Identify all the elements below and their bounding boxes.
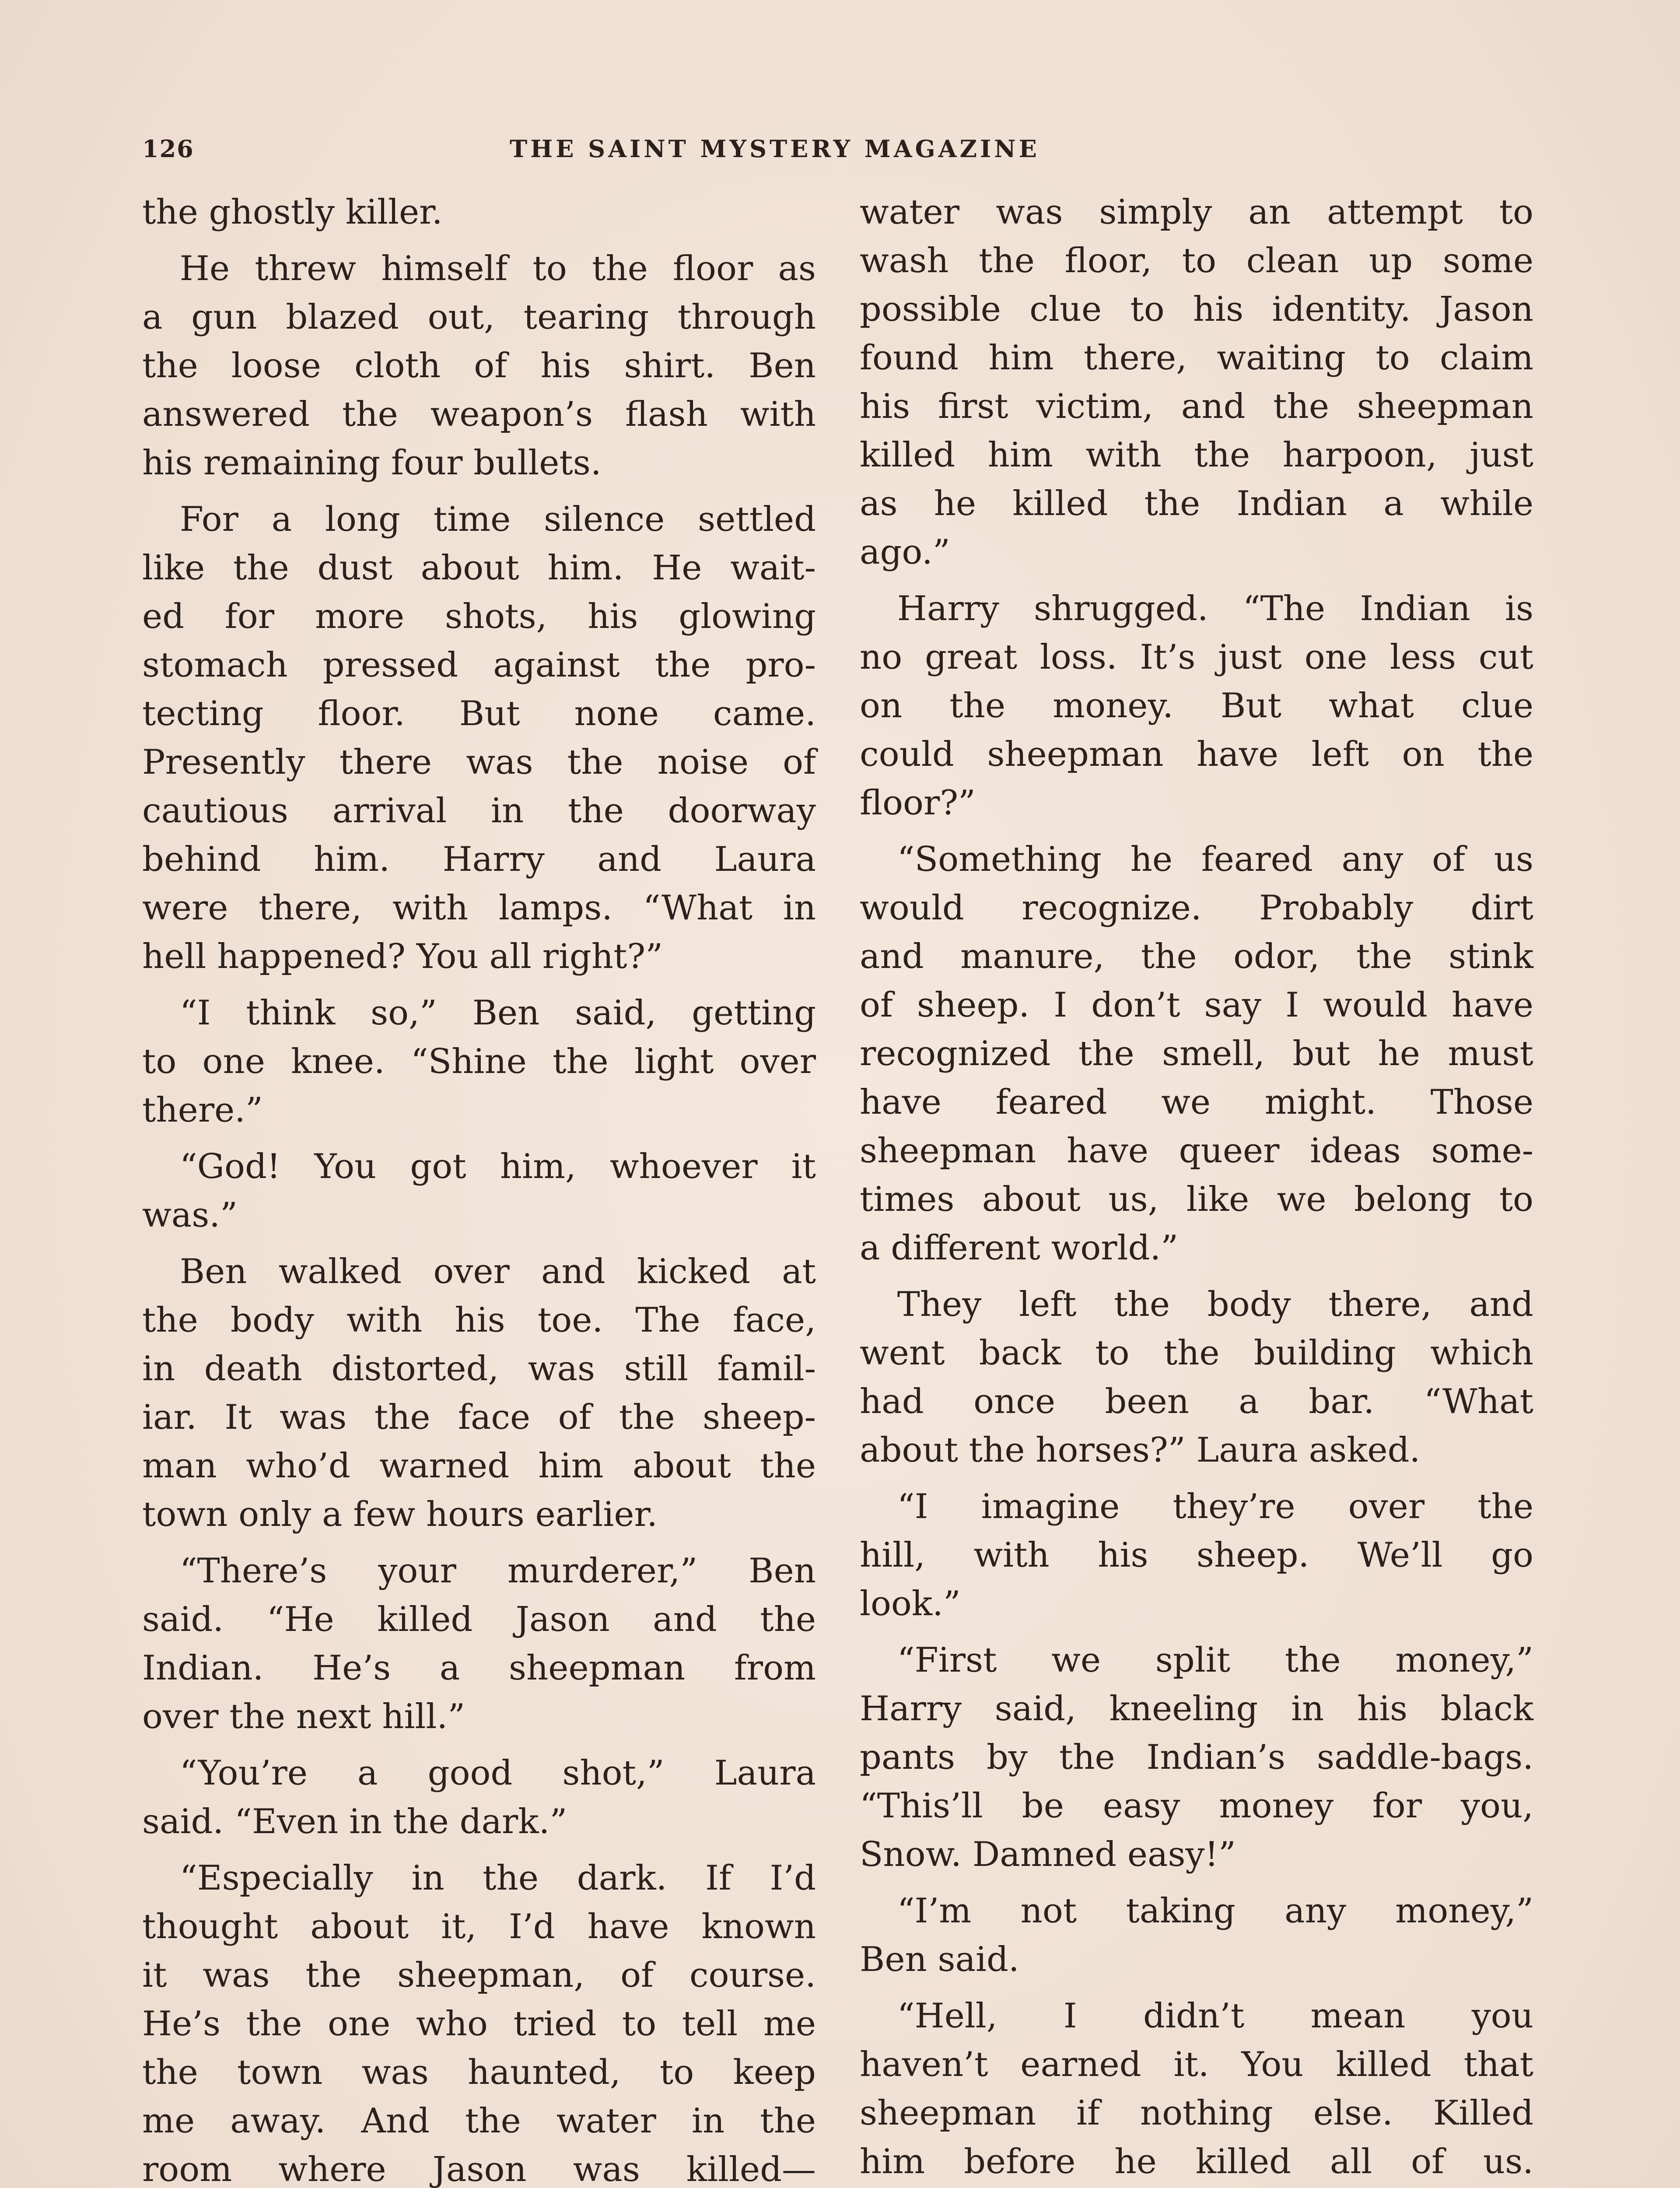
text-line: Ben said. (860, 1940, 1019, 1979)
text-line: Snow. Damned easy!” (860, 1835, 1236, 1874)
text-line: hill, with his sheep. We’ll go (860, 1536, 1533, 1575)
text-line: They left the body there, and (897, 1285, 1533, 1324)
text-line: “You’re a good shot,” Laura (179, 1753, 816, 1793)
text-line: his remaining four bullets. (142, 443, 602, 483)
text-line: the loose cloth of his shirt. Ben (142, 346, 816, 386)
text-line: ed for more shots, his glowing (142, 597, 816, 636)
text-line (860, 2186, 1533, 2188)
text-line: “Especially in the dark. If I’d (179, 1858, 816, 1898)
text-line: “God! You got him, whoever it (179, 1147, 816, 1186)
text-line: “This’ll be easy money for you, (860, 1786, 1533, 1826)
paragraph (860, 1636, 1533, 1879)
text-line: answered the weapon’s flash with (142, 395, 816, 434)
text-line: floor?” (860, 783, 976, 823)
text-line: said. “He killed Jason and the (142, 1600, 816, 1639)
text-line: the town was haunted, to keep (142, 2053, 816, 2092)
text-line: had once been a bar. “What (860, 1382, 1533, 1421)
text-line: of sheep. I don’t say I would have (860, 985, 1533, 1025)
text-line: recognized the smell, but he must (860, 1034, 1533, 1073)
text-line: cautious arrival in the doorway (142, 791, 816, 831)
text-line: stomach pressed against the pro- (142, 645, 816, 685)
text-line: “Hell, I didn’t mean you (897, 1996, 1533, 2036)
text-line: He’s the one who tried to tell me (142, 2004, 816, 2044)
paragraph (142, 1143, 816, 1240)
text-line: tecting floor. But none came. (142, 694, 816, 733)
text-line: man who’d warned him about the (142, 1446, 816, 1486)
text-line: like the dust about him. He wait- (142, 548, 816, 588)
paragraph (860, 1483, 1533, 1628)
text-line: his first victim, and the sheepman (860, 387, 1533, 426)
text-line: iar. It was the face of the sheep- (142, 1398, 816, 1437)
paragraph (142, 1547, 816, 1741)
text-line: behind him. Harry and Laura (142, 840, 816, 879)
text-line: about the horses?” Laura asked. (860, 1431, 1421, 1470)
text-line: “First we split the money,” (897, 1641, 1533, 1680)
text-line: said. “Even in the dark.” (142, 1802, 567, 1841)
text-line: hell happened? You all right?” (142, 937, 663, 976)
text-line: was.” (142, 1196, 238, 1235)
text-line: in death distorted, was still famil- (142, 1349, 816, 1389)
paragraph (860, 1992, 1533, 2188)
text-line: it was the sheepman, of course. (142, 1956, 816, 1995)
text-line: For a long time silence settled (179, 500, 816, 539)
text-line: could sheepman have left on the (860, 735, 1533, 774)
text-line: Harry shrugged. “The Indian is (897, 589, 1533, 628)
text-line: found him there, waiting to claim (860, 338, 1533, 378)
text-line: possible clue to his identity. Jason (860, 290, 1533, 329)
text-line: the ghostly killer. (142, 193, 443, 232)
text-line: have feared we might. Those (860, 1083, 1533, 1122)
paragraph (142, 1248, 816, 1539)
text-line: me away. And the water in the (142, 2101, 816, 2141)
text-line: sheepman have queer ideas some- (860, 1131, 1533, 1171)
text-line: room where Jason was killed— (142, 2150, 816, 2188)
right-column (860, 188, 1533, 2188)
text-line: a different world.” (860, 1228, 1179, 1268)
text-line: there.” (142, 1090, 263, 1130)
paragraph (142, 495, 816, 981)
text-line: “Something he feared any of us (897, 840, 1533, 879)
text-line: “I imagine they’re over the (897, 1487, 1533, 1526)
paragraph (142, 1854, 816, 2188)
text-line: Ben walked over and kicked at (179, 1252, 816, 1291)
text-line: look.” (860, 1584, 961, 1623)
text-line: pants by the Indian’s saddle-bags. (860, 1738, 1533, 1777)
text-line: He threw himself to the floor as (179, 249, 816, 288)
text-line: went back to the building which (860, 1333, 1533, 1373)
text-line: water was simply an attempt to (860, 193, 1533, 232)
paragraph (860, 1280, 1533, 1475)
left-column (142, 188, 816, 2188)
page-header (142, 135, 1218, 170)
text-line: “I’m not taking any money,” (897, 1891, 1533, 1931)
text-line: a gun blazed out, tearing through (142, 298, 816, 337)
text-line: killed him with the harpoon, just (860, 435, 1533, 475)
text-line: would recognize. Probably dirt (860, 888, 1533, 928)
running-title: THE SAINT MYSTERY MAGAZINE (510, 135, 1040, 163)
text-line: “There’s your murderer,” Ben (179, 1551, 816, 1591)
text-line: as he killed the Indian a while (860, 484, 1533, 523)
paragraph (860, 1887, 1533, 1984)
paragraph (142, 989, 816, 1135)
text-line: sheepman if nothing else. Killed (860, 2093, 1533, 2133)
text-line: the body with his toe. The face, (142, 1301, 816, 1340)
text-line: “I think so,” Ben said, getting (179, 993, 816, 1033)
text-line: haven’t earned it. You killed that (860, 2045, 1533, 2084)
text-line: were there, with lamps. “What in (142, 888, 816, 928)
text-line: and manure, the odor, the stink (860, 937, 1533, 976)
text-line: him before he killed all of us. (860, 2142, 1533, 2181)
page-number: 126 (142, 135, 194, 163)
text-line: Indian. He’s a sheepman from (142, 1648, 816, 1688)
paragraph (860, 835, 1533, 1273)
text-line: ago.” (860, 533, 950, 572)
text-line: to one knee. “Shine the light over (142, 1042, 816, 1081)
paragraph (142, 188, 816, 237)
paragraph (142, 1749, 816, 1846)
text-line: thought about it, I’d have known (142, 1907, 816, 1946)
text-line: Harry said, kneeling in his black (860, 1689, 1533, 1729)
text-line: over the next hill.” (142, 1697, 466, 1736)
paragraph (860, 188, 1533, 577)
text-line: no great loss. It’s just one less cut (860, 638, 1533, 677)
paragraph (142, 245, 816, 487)
text-line: on the money. But what clue (860, 686, 1533, 726)
text-line: wash the floor, to clean up some (860, 241, 1533, 281)
text-line: Presently there was the noise of (142, 743, 816, 782)
text-line: times about us, like we belong to (860, 1180, 1533, 1219)
paragraph (860, 585, 1533, 828)
text-line: town only a few hours earlier. (142, 1495, 658, 1534)
